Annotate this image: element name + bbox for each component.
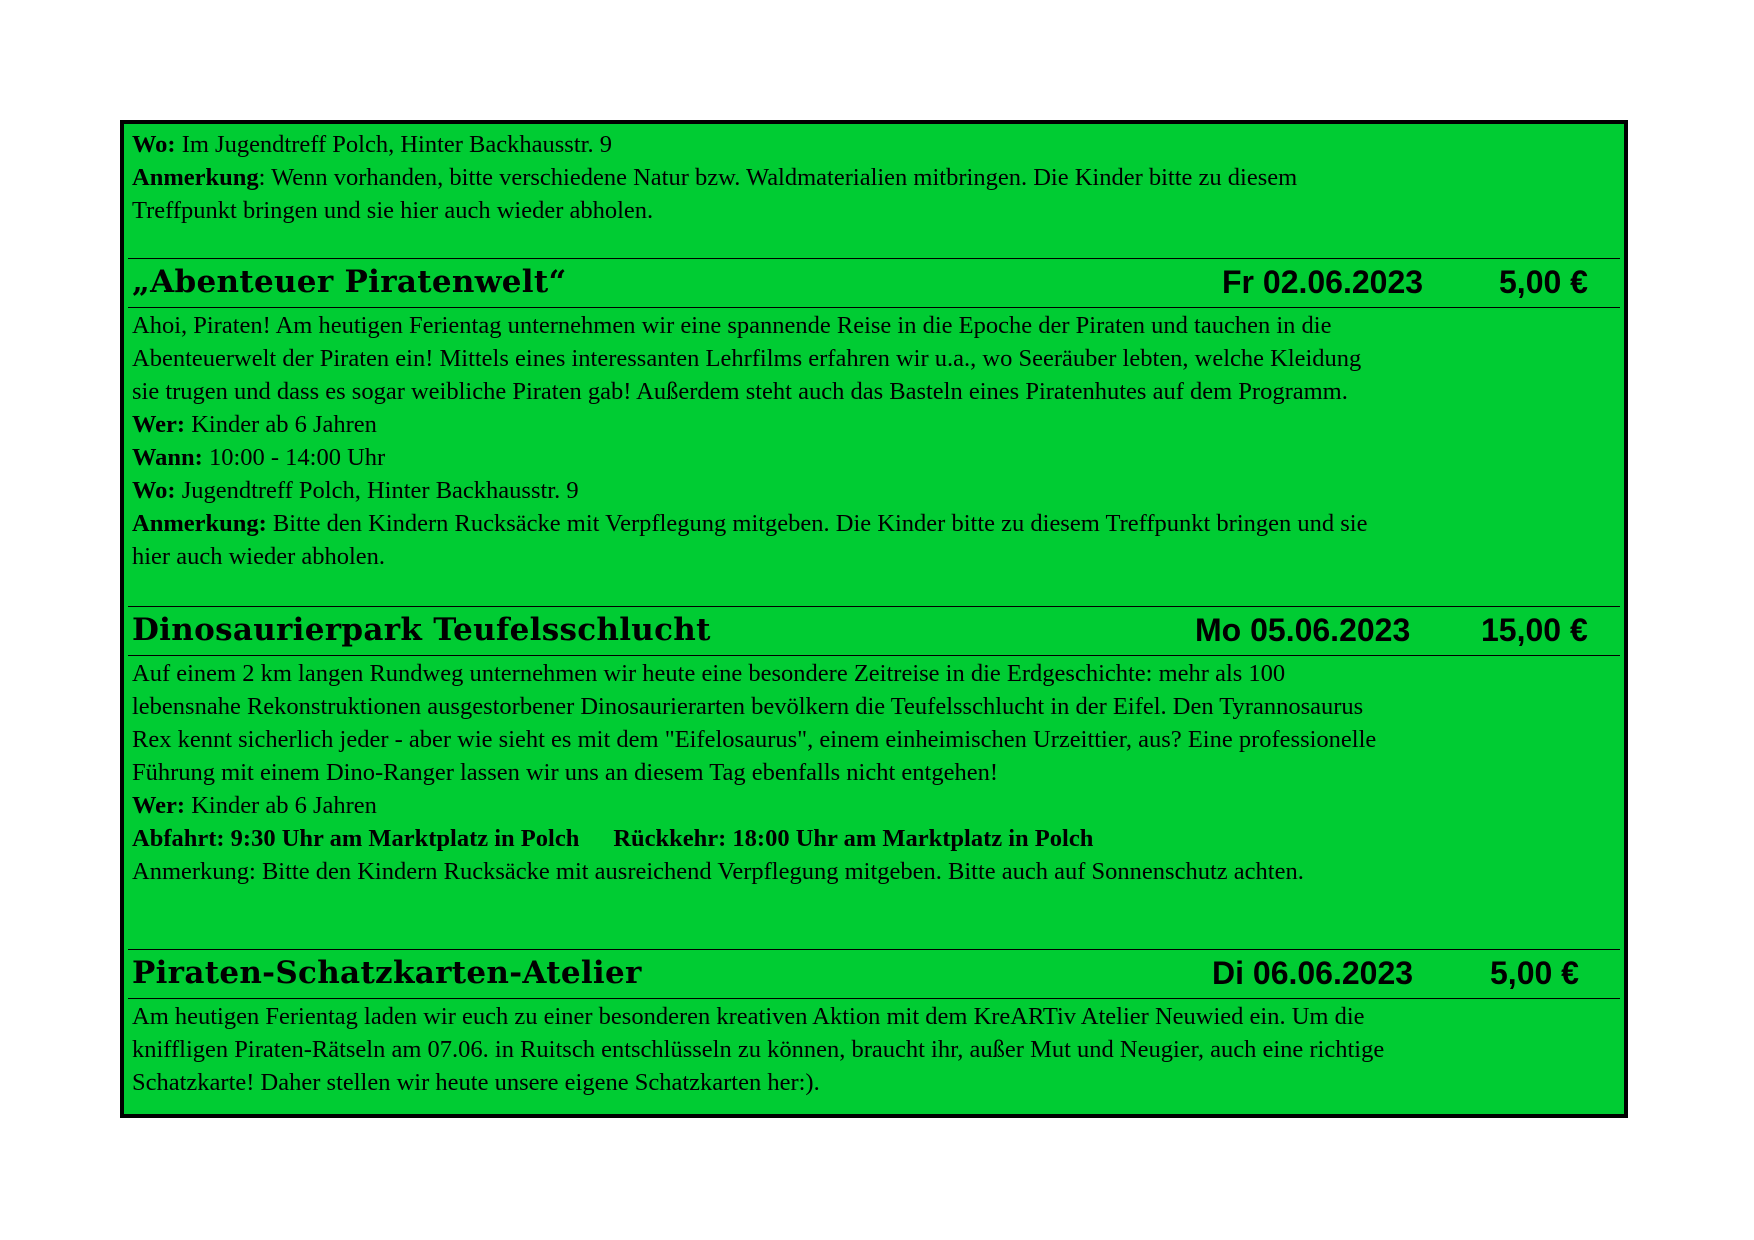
- intro-location-text: Im Jugendtreff Polch, Hinter Backhausstr. 9: [175, 131, 612, 158]
- event-title: Dinosaurierpark Teufelsschlucht: [132, 612, 711, 648]
- divider: [128, 998, 1620, 999]
- event-date: Di 06.06.2023: [1212, 955, 1414, 991]
- time-label: Wann:: [132, 444, 203, 471]
- event-description-line: Führung mit einem Dino-Ranger lassen wir uns an diesem Tag ebenfalls nicht entgehen!: [132, 759, 999, 786]
- event-price: 5,00 €: [1490, 955, 1579, 991]
- event-title: „Abenteuer Piratenwelt“: [132, 264, 567, 300]
- program-panel: [120, 120, 1628, 1118]
- event-location-line: [132, 474, 579, 507]
- event-note-line: [132, 507, 1367, 540]
- audience-text: Kinder ab 6 Jahren: [185, 411, 377, 438]
- event-description-line: kniffligen Piraten-Rätseln am 07.06. in Ruitsch entschlüsseln zu können, braucht ihr, außer Mut und Neugier, auch eine richtige: [132, 1036, 1385, 1063]
- note-label: Anmerkung:: [132, 510, 267, 537]
- time-text: 10:00 - 14:00 Uhr: [202, 444, 386, 471]
- event-description-line: Ahoi, Piraten! Am heutigen Ferientag unternehmen wir eine spannende Reise in die Epoche der Piraten und tauchen in die: [132, 312, 1332, 339]
- event-description-line: Auf einem 2 km langen Rundweg unternehmen wir heute eine besondere Zeitreise in die Erdgeschichte: mehr als 100: [132, 660, 1286, 687]
- note-text: Bitte den Kindern Rucksäcke mit Verpflegung mitgeben. Die Kinder bitte zu diesem Treffpunkt bringen und sie: [266, 510, 1368, 537]
- intro-note-text-1: : Wenn vorhanden, bitte verschiedene Natur bzw. Waldmaterialien mitbringen. Die Kinder bitte zu diesem: [258, 164, 1298, 191]
- event-description-line: sie trugen und dass es sogar weibliche Piraten gab! Außerdem steht auch das Basteln eines Piratenhutes auf dem Programm.: [132, 378, 1348, 405]
- event-price: 15,00 €: [1481, 612, 1588, 648]
- divider: [128, 655, 1620, 656]
- event-date: Mo 05.06.2023: [1195, 612, 1411, 648]
- return-text: Rückkehr: 18:00 Uhr am Marktplatz in Polch: [613, 825, 1094, 852]
- event-audience-line: [132, 408, 377, 441]
- audience-text: Kinder ab 6 Jahren: [185, 792, 377, 819]
- event-time-line: [132, 441, 385, 474]
- event-description-line: Abenteuerwelt der Piraten ein! Mittels eines interessanten Lehrfilms erfahren wir u.a., wo Seeräuber lebten, welche Kleidung: [132, 345, 1362, 372]
- intro-note-label: Anmerkung: [132, 164, 259, 191]
- event-audience-line: [132, 789, 377, 822]
- event-departure-line: [132, 822, 1093, 855]
- event-description-line: Rex kennt sicherlich jeder - aber wie sieht es mit dem "Eifelosaurus", einem einheimischen Urzeittier, aus? Eine professionelle: [132, 726, 1377, 753]
- event-description-line: Schatzkarte! Daher stellen wir heute unsere eigene Schatzkarten her:).: [132, 1069, 820, 1096]
- location-text: Jugendtreff Polch, Hinter Backhausstr. 9: [175, 477, 579, 504]
- event-note-line: hier auch wieder abholen.: [132, 543, 386, 570]
- divider: [128, 307, 1620, 308]
- location-label: Wo:: [132, 477, 176, 504]
- audience-label: Wer:: [132, 792, 186, 819]
- event-header-pirates: [124, 258, 1624, 306]
- departure-text: Abfahrt: 9:30 Uhr am Marktplatz in Polch: [132, 825, 580, 852]
- event-price: 5,00 €: [1499, 264, 1588, 300]
- event-description-line: Am heutigen Ferientag laden wir euch zu einer besonderen kreativen Aktion mit dem KreARTiv Atelier Neuwied ein. Um die: [132, 1003, 1365, 1030]
- event-description-line: lebensnahe Rekonstruktionen ausgestorbener Dinosaurierarten bevölkern die Teufelsschlucht in der Eifel. Den Tyrannosaurus: [132, 693, 1364, 720]
- event-date: Fr 02.06.2023: [1222, 264, 1424, 300]
- intro-location-line: [132, 128, 612, 161]
- intro-note-line-1: [132, 161, 1297, 194]
- event-note-line: Anmerkung: Bitte den Kindern Rucksäcke mit ausreichend Verpflegung mitgeben. Bitte auch auf Sonnenschutz achten.: [132, 858, 1304, 885]
- intro-location-label: Wo:: [132, 131, 176, 158]
- audience-label: Wer:: [132, 411, 186, 438]
- event-header-treasure-map: [124, 949, 1624, 997]
- intro-note-line-2: Treffpunkt bringen und sie hier auch wieder abholen.: [132, 197, 654, 224]
- event-title: Piraten-Schatzkarten-Atelier: [132, 955, 642, 991]
- event-header-dinosaur: [124, 606, 1624, 654]
